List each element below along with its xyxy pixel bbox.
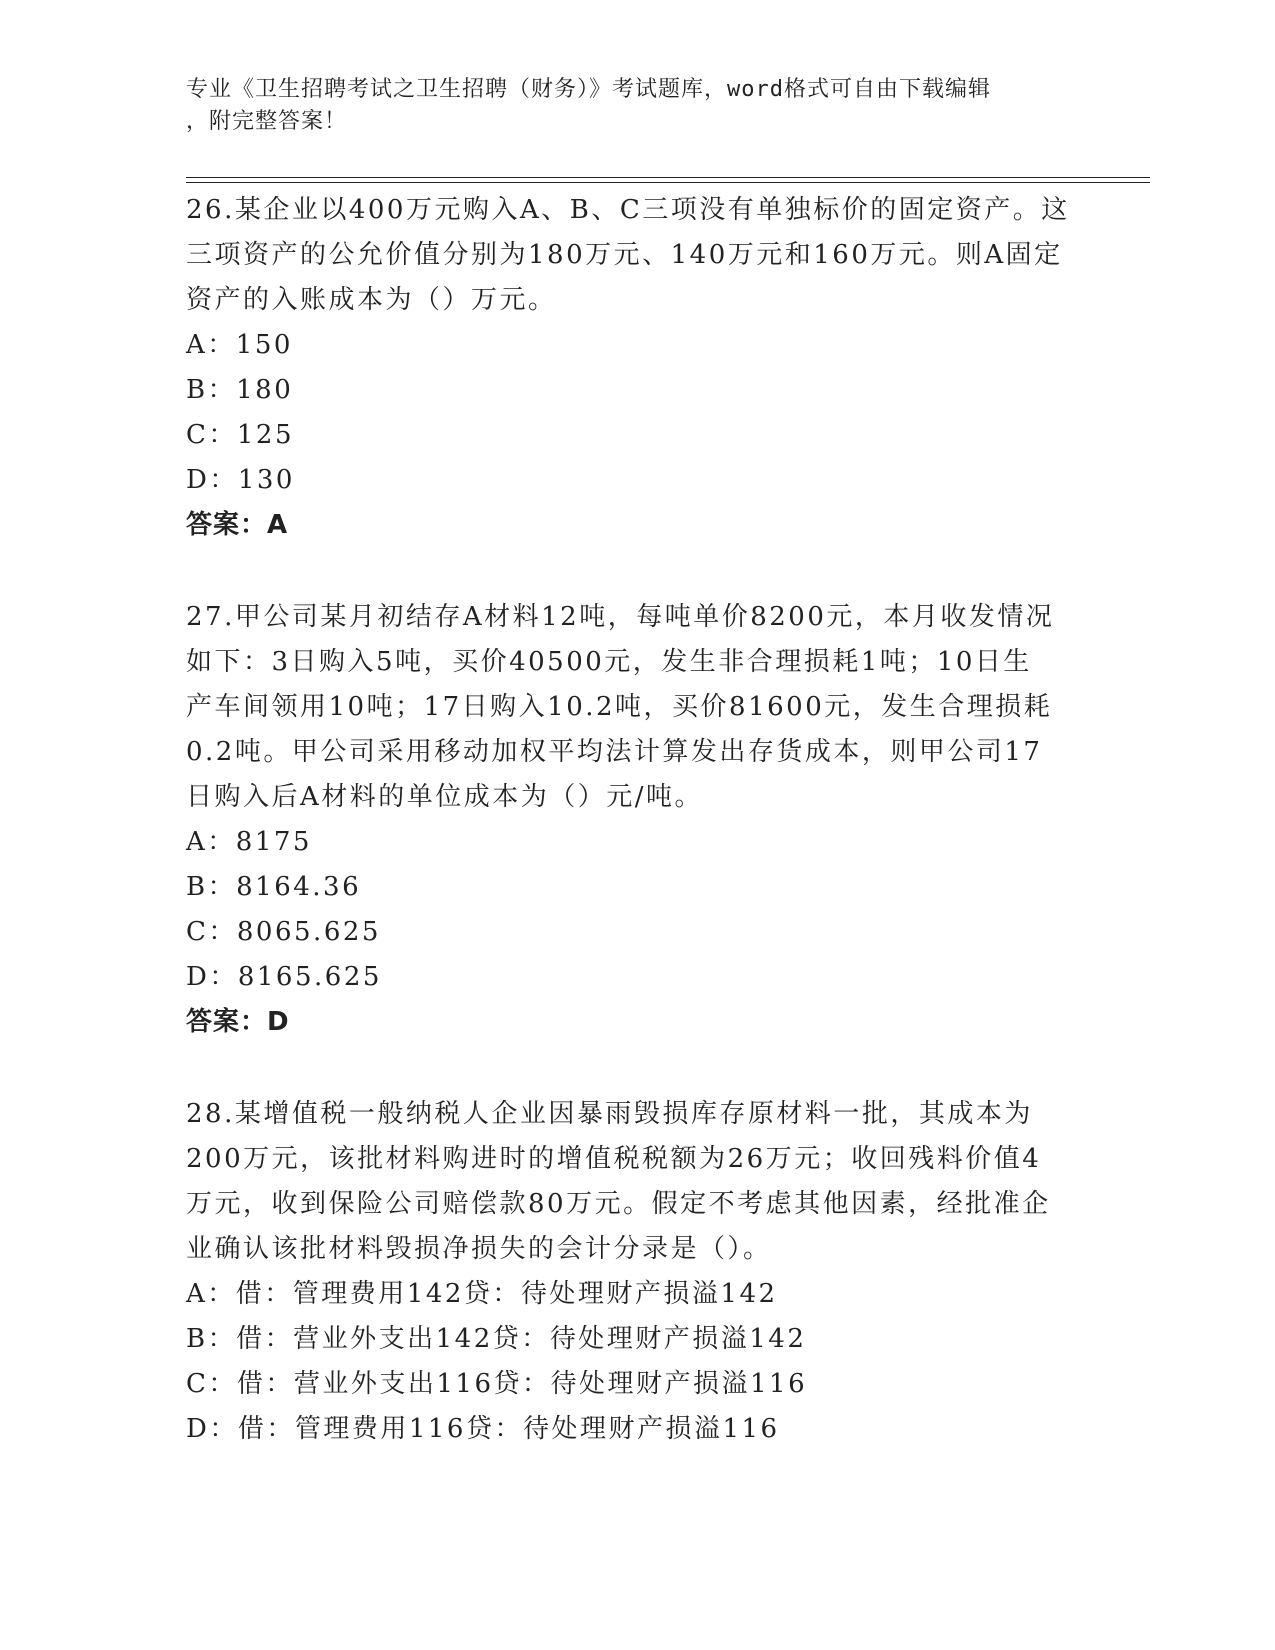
option-d: D：130: [186, 465, 295, 495]
question-stem-line: 27.甲公司某月初结存A材料12吨，每吨单价8200元，本月收发情况: [186, 602, 1055, 632]
option-c: C：借：营业外支出116贷：待处理财产损溢116: [186, 1369, 808, 1399]
option-b: B：借：营业外支出142贷：待处理财产损溢142: [186, 1324, 807, 1354]
question-stem-line: 产车间领用10吨；17日购入10.2吨，买价81600元，发生合理损耗: [186, 692, 1053, 722]
header-line-1: 专业《卫生招聘考试之卫生招聘（财务）》考试题库，word格式可自由下载编辑: [186, 77, 991, 102]
header-divider-bottom: [186, 182, 1150, 183]
question-list: [186, 188, 1086, 1452]
answer-line: 答案：A: [186, 510, 289, 540]
header-line-2: ，附完整答案！: [186, 109, 348, 134]
option-d: D：借：管理费用116贷：待处理财产损溢116: [186, 1414, 780, 1444]
answer-line: 答案：D: [186, 1007, 290, 1037]
question-stem-line: 200万元，该批材料购进时的增值税税额为26万元；收回残料价值4: [186, 1144, 1042, 1174]
option-a: A：150: [186, 330, 293, 360]
question-spacer: [186, 548, 1086, 595]
question-stem-line: 26.某企业以400万元购入A、B、C三项没有单独标价的固定资产。这: [186, 195, 1070, 225]
question-stem-line: 资产的入账成本为（）万元。: [186, 285, 557, 315]
option-a: A：8175: [186, 827, 312, 857]
option-a: A：借：管理费用142贷：待处理财产损溢142: [186, 1279, 778, 1309]
document-header: [186, 74, 1066, 138]
question-stem-line: 28.某增值税一般纳税人企业因暴雨毁损库存原材料一批，其成本为: [186, 1099, 1033, 1129]
question-stem-line: 万元，收到保险公司赔偿款80万元。假定不考虑其他因素，经批准企: [186, 1189, 1051, 1219]
question-stem-line: 业确认该批材料毁损净损失的会计分录是（）。: [186, 1234, 772, 1264]
question-stem-line: 如下：3日购入5吨，买价40500元，发生非合理损耗1吨；10日生: [186, 647, 1032, 677]
question-spacer: [186, 1045, 1086, 1092]
option-b: B：180: [186, 375, 294, 405]
option-c: C：8065.625: [186, 917, 381, 947]
question-26: [186, 188, 1086, 548]
question-28: [186, 1092, 1086, 1452]
question-27: [186, 595, 1086, 1045]
header-divider-top: [186, 177, 1150, 178]
option-d: D：8165.625: [186, 962, 382, 992]
question-stem-line: 日购入后A材料的单位成本为（）元/吨。: [186, 782, 704, 812]
option-b: B：8164.36: [186, 872, 362, 902]
option-c: C：125: [186, 420, 295, 450]
question-stem-line: 0.2吨。甲公司采用移动加权平均法计算发出存货成本，则甲公司17: [186, 737, 1043, 767]
question-stem-line: 三项资产的公允价值分别为180万元、140万元和160万元。则A固定: [186, 240, 1063, 270]
